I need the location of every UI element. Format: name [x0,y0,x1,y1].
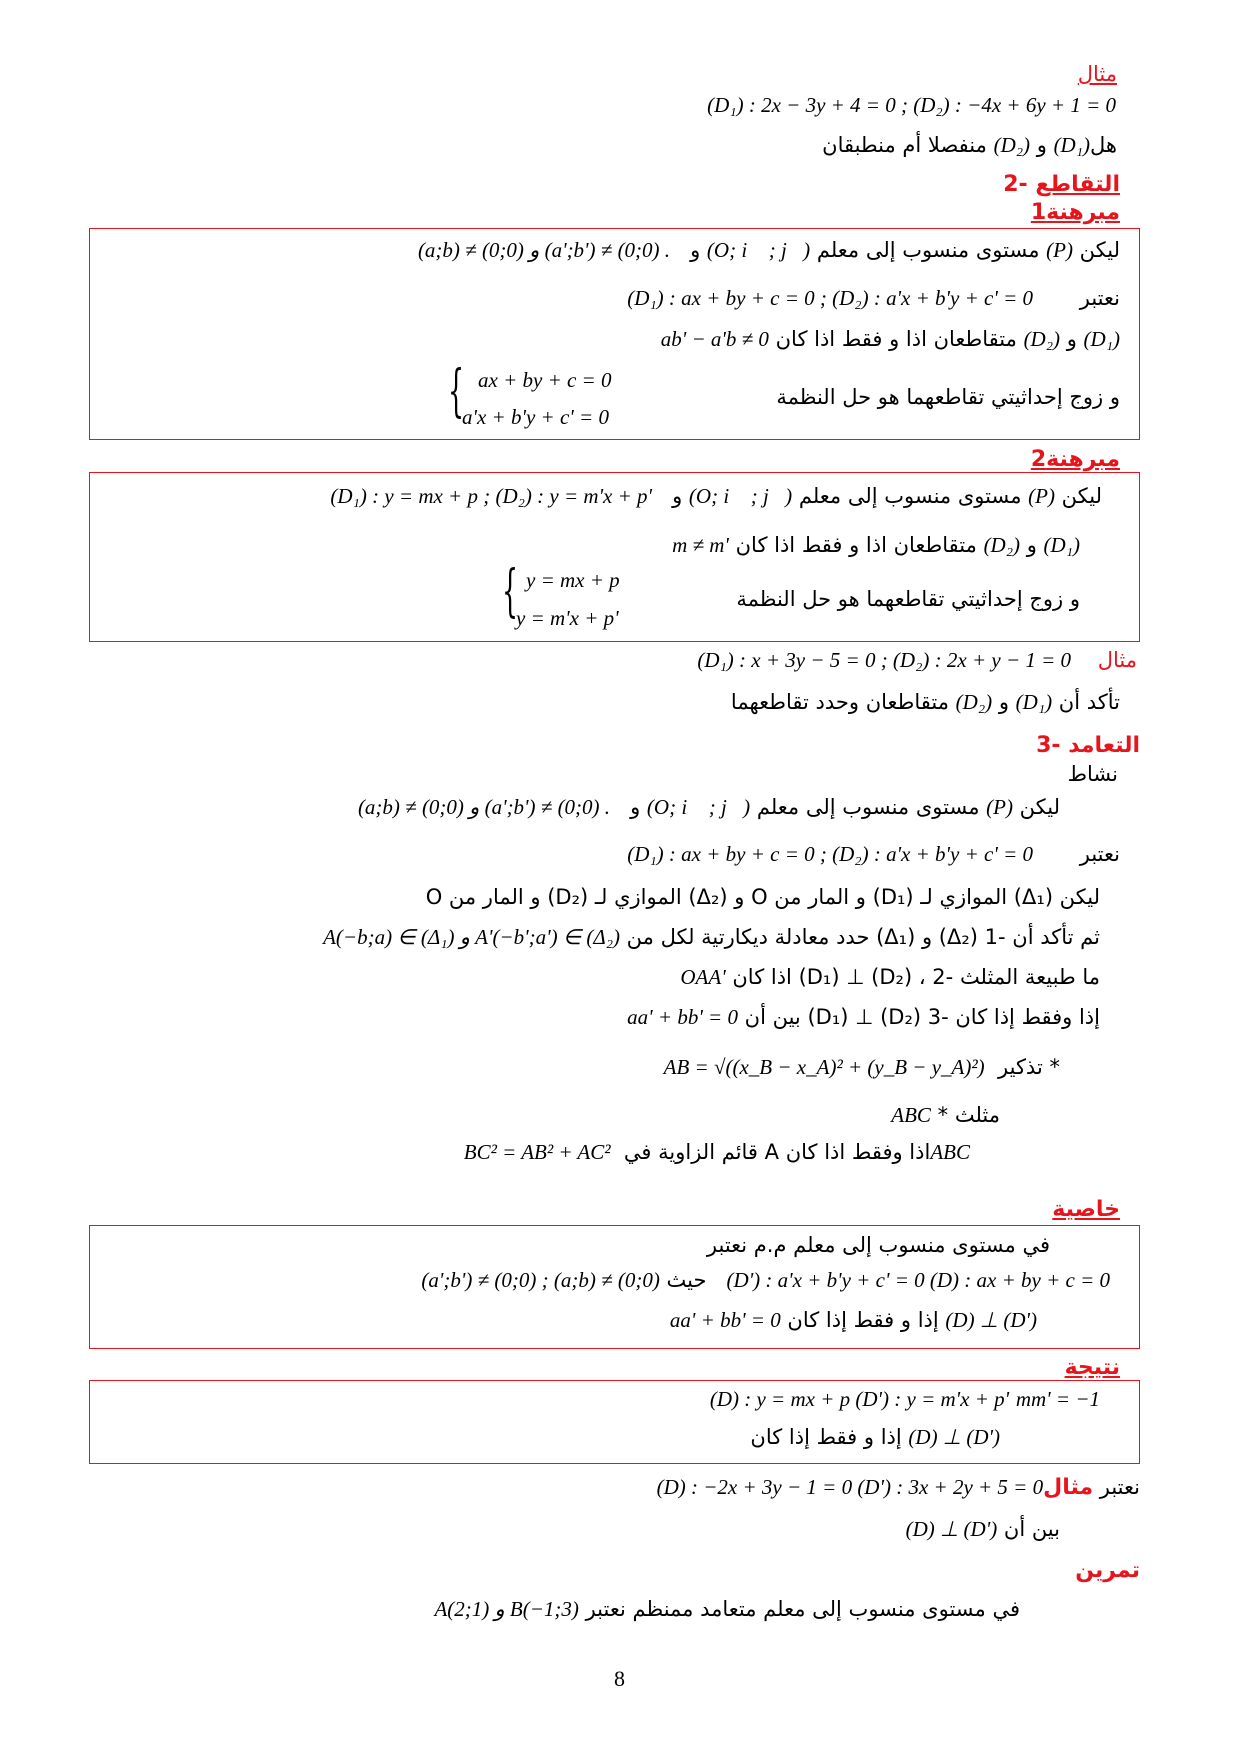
consequence-line-2 [750,1425,1000,1450]
example-2-line-2 [731,690,1120,715]
property-title: خاصية [1052,1197,1120,1222]
reminder-label: تذكير * [998,1055,1060,1079]
item-math: OAA' [680,965,726,989]
plane-text: مستوى منسوب إلى معلم [798,484,1022,508]
equations: (D') : a'x + b'y + c' = 0 (D) : ax + by + c = 0 [726,1268,1110,1292]
reminder-text: قائم الزاوية في A اذا وفقط اذا كان [623,1140,931,1164]
example-3-line-2 [906,1517,1060,1542]
property-line-2 [421,1268,1110,1293]
activity-line-3: ليكن (Δ₁) الموازي لـ (D₁) و المار من O و (Δ₂) الموازي لـ (D₂) و المار من O [425,885,1100,909]
and-word: و [1036,133,1047,157]
consider-word: نعتبر [1099,1475,1140,1499]
task-lead: تأكد أن [1058,690,1120,714]
theorem-2-title: مبرهنة2 [1030,447,1120,472]
and-word: و [672,484,683,508]
condition: ab' − a'b ≠ 0 [660,327,769,351]
activity-item-2 [680,965,1100,990]
d1-symbol: (D₁) [1043,533,1080,557]
theorem-1-line-3 [661,327,1120,352]
example-equations: (D₁) : 2x − 3y + 4 = 0 ; (D₂) : −4x + 6y + 1 = 0 [707,93,1116,117]
perpendicular: (D) ⊥ (D') [905,1517,998,1541]
reminder-3 [464,1140,970,1165]
activity-line-2 [627,842,1120,867]
frame: (O; i⃗ ; j⃗) [646,795,751,819]
example-heading: مثال [1097,648,1137,672]
distance-formula: AB = √((x_B − x_A)² + (y_B − y_A)²) [663,1055,985,1079]
and-word: و [630,795,641,819]
condition: mm' = −1 [1015,1387,1100,1411]
frame: (O; i⃗ ; j⃗) [688,484,793,508]
frame: (O; i⃗ ; j⃗) [706,238,811,262]
condition-text: إذا و فقط إذا كان [750,1425,902,1449]
triangle-symbol: ABC [891,1103,931,1127]
section-heading [1036,733,1140,759]
d1-symbol: (D₁) [1083,327,1120,351]
and-word: و [1066,327,1077,351]
example-3-line-1 [657,1475,1140,1501]
theorem-2-line-1 [330,484,1102,509]
theorem-1-line-1 [418,238,1120,263]
section-heading [1003,172,1120,198]
activity-item-3 [627,1005,1100,1030]
perpendicular: (D) ⊥ (D') [908,1425,1000,1449]
section-number: -3 [1036,733,1061,758]
where-word: حيث [666,1268,707,1292]
consequence-line-1 [710,1387,1100,1412]
item-number: -2 [932,965,954,989]
theorem-1-line-2 [627,286,1120,311]
condition-text: متقاطعان اذا و فقط اذا كان [775,327,1017,351]
exercise-title: تمرين [1075,1558,1140,1583]
question-rest: منفصلا أم منطبقان [822,133,987,157]
page-number: 8 [614,1666,625,1691]
plane-symbol: (P) [986,795,1013,819]
theorem-2-line-2 [672,533,1080,558]
and-word: و [1026,533,1037,557]
item-number: -3 [927,1005,949,1029]
points: A(2;1) و B(−1;3) [434,1597,579,1621]
triangle-symbol: ABC [930,1140,970,1164]
section-number: -2 [1003,172,1028,197]
condition: aa' + bb' = 0 [669,1308,781,1332]
equations: (D) : −2x + 3y − 1 = 0 (D') : 3x + 2y + 5 = 0 [656,1475,1044,1499]
d1-symbol: (D₁) [1053,133,1091,157]
section-title: التقاطع [1035,172,1120,197]
equations: (D) : y = mx + p (D') : y = m'x + p' [709,1387,1010,1411]
exercise-line-1 [434,1597,1020,1622]
consider-word: نعتبر [1079,286,1120,310]
system-eq-2: y = m'x + p' [516,606,619,630]
consequence-title: نتيجة [1064,1355,1120,1380]
system-brace: { [448,359,465,424]
example-heading: مثال [1077,62,1117,86]
and-word: و [690,238,701,262]
let-word: ليكن [1079,238,1120,262]
theorem-1-line-4: و زوج إحداثيتي تقاطعهما هو حل النظمة [776,385,1120,409]
example-2-line-1 [697,648,1137,673]
plane-symbol: (P) [1046,238,1073,262]
equations: (D₁) : x + 3y − 5 = 0 ; (D₂) : 2x + y − 1 = 0 [697,648,1072,672]
section-title: التعامد [1068,733,1140,758]
equations: (D₁) : ax + by + c = 0 ; (D₂) : a'x + b'y + c' = 0 [627,286,1034,310]
item-math: aa' + bb' = 0 [627,1005,738,1029]
let-word: ليكن [1019,795,1060,819]
reminder-1 [664,1055,1060,1080]
item-text: بين أن (D₁) ⊥ (D₂) إذا وفقط إذا كان [744,1005,1100,1029]
plane-text: مستوى منسوب إلى معلم [816,238,1040,262]
activity-line-1 [358,795,1060,820]
system-eq-2: a'x + b'y + c' = 0 [462,405,609,429]
reminder-text: * مثلث [937,1103,1000,1127]
conditions: (a;b) ≠ (0;0) و (a';b') ≠ (0;0) . [417,238,671,262]
and-word: و [998,690,1009,714]
activity-title: نشاط [1067,762,1118,786]
show-word: بين أن [1003,1517,1060,1541]
conditions: (a';b') ≠ (0;0) ; (a;b) ≠ (0;0) [421,1268,660,1292]
d1-symbol: (D₁) [1015,690,1053,714]
property-line-1: في مستوى منسوب إلى معلم م.م نعتبر [706,1233,1050,1257]
item-math: A(−b;a) ∈ (Δ₁) و A'(−b';a') ∈ (Δ₂) [323,925,620,949]
plane-text: مستوى منسوب إلى معلم [756,795,980,819]
item-number: -1 [984,925,1006,949]
conditions: (a;b) ≠ (0;0) و (a';b') ≠ (0;0) . [357,795,611,819]
system-eq-1: y = mx + p [526,568,620,592]
example-heading: مثال [1043,1475,1094,1500]
activity-item-1 [323,925,1100,950]
condition: m ≠ m' [672,533,729,557]
perpendicular: (D) ⊥ (D') [945,1308,1037,1332]
consider-word: نعتبر [1079,842,1120,866]
condition-text: متقاطعان اذا و فقط اذا كان [735,533,977,557]
task-text: متقاطعان وحدد تقاطعهما [730,690,949,714]
property-line-3 [670,1308,1037,1333]
system-brace: { [502,559,519,624]
condition-text: إذا و فقط إذا كان [787,1308,939,1332]
theorem-2-line-3: و زوج إحداثيتي تقاطعهما هو حل النظمة [736,587,1080,611]
d2-symbol: (D₂) [993,133,1031,157]
exercise-text: في مستوى منسوب إلى معلم متعامد ممنظم نعتبر [585,1597,1020,1621]
theorem-1-title: مبرهنة1 [1030,200,1120,225]
let-word: ليكن [1061,484,1102,508]
equations: (D₁) : ax + by + c = 0 ; (D₂) : a'x + b'y + c' = 0 [627,842,1034,866]
d2-symbol: (D₂) [1023,327,1061,351]
d2-symbol: (D₂) [955,690,993,714]
d2-symbol: (D₂) [983,533,1021,557]
equations: (D₁) : y = mx + p ; (D₂) : y = m'x + p' [330,484,653,508]
reminder-2 [891,1103,1000,1128]
example-question [822,133,1117,158]
item-text: حدد معادلة ديكارتية لكل من (Δ₁) و (Δ₂) ثم تأكد أن [626,925,1100,949]
question-word: هل [1090,133,1117,157]
item-text: اذا كان (D₁) ⊥ (D₂) ، ما طبيعة المثلث [732,965,1100,989]
plane-symbol: (P) [1028,484,1055,508]
system-eq-1: ax + by + c = 0 [478,368,612,392]
pythagoras-formula: BC² = AB² + AC² [463,1140,611,1164]
